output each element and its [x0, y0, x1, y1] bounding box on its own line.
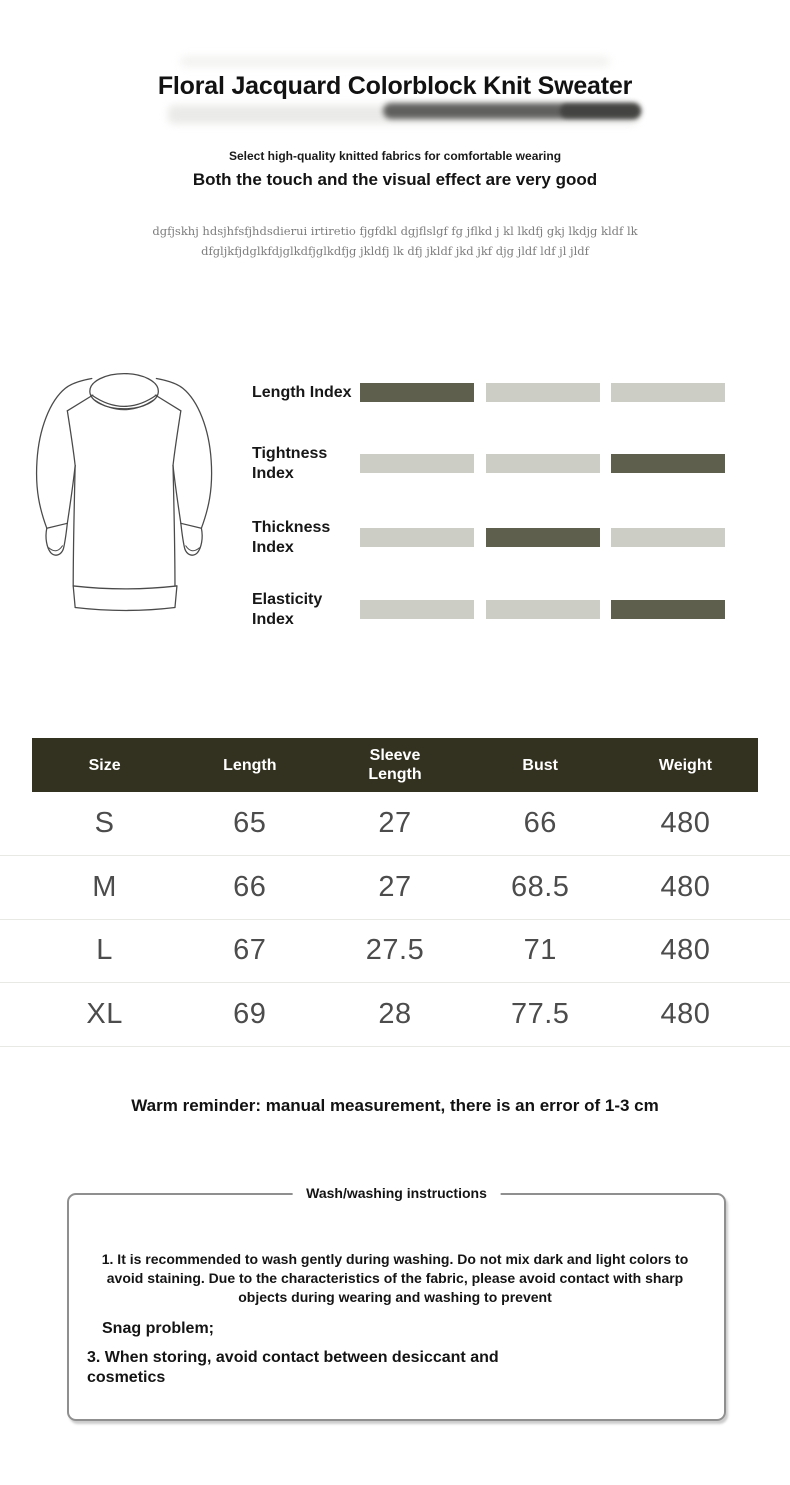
index-row-tightness [252, 444, 726, 482]
table-row [32, 919, 758, 983]
table-row [32, 792, 758, 856]
column-header-weight: Weight [658, 756, 712, 774]
index-bar [611, 528, 725, 547]
ghost-artifact [560, 104, 640, 118]
table-cell: 480 [660, 807, 711, 840]
table-cell: 27 [378, 807, 412, 840]
row-divider [0, 855, 790, 856]
table-cell: 66 [523, 807, 557, 840]
sweater-illustration [30, 355, 226, 629]
index-bar [486, 600, 600, 619]
row-divider [0, 982, 790, 983]
table-cell: 67 [233, 934, 267, 967]
table-cell: 68.5 [510, 870, 570, 903]
table-cell: 480 [660, 934, 711, 967]
index-label: Thickness Index [252, 518, 331, 556]
table-cell: 480 [660, 997, 711, 1030]
table-cell: 65 [233, 807, 267, 840]
table-cell: 69 [233, 997, 267, 1030]
index-bar [486, 528, 600, 547]
placeholder-line: dfgljkfjdglkfdjglkdfjglkdfjg jkldfj lk dfj jkldf jkd jkf djg jldf ldf jl jldf [201, 244, 589, 258]
index-row-thickness [252, 518, 726, 556]
index-bar [360, 528, 474, 547]
subtitle-small: Select high-quality knitted fabrics for comfortable wearing [228, 149, 562, 163]
table-cell: 77.5 [510, 997, 570, 1030]
page-title: Floral Jacquard Colorblock Knit Sweater [157, 72, 633, 100]
column-header-length: Length [223, 756, 277, 774]
index-row-length [252, 383, 726, 402]
size-table-header [32, 738, 758, 792]
wash-instructions-title: Wash/washing instructions [292, 1185, 501, 1201]
table-cell: S [94, 807, 115, 840]
table-row [32, 856, 758, 920]
index-bar [360, 454, 474, 473]
ghost-artifact [180, 56, 610, 67]
subtitle-large: Both the touch and the visual effect are very good [192, 170, 598, 189]
wash-instruction-item: 3. When storing, avoid contact between desiccant and cosmetics [87, 1349, 499, 1386]
measurement-reminder: Warm reminder: manual measurement, there is an error of 1-3 cm [131, 1096, 659, 1115]
column-header-size: Size [88, 756, 121, 774]
wash-instruction-item: 1. It is recommended to wash gently during washing. Do not mix dark and light colors to avoid staining. Due to the characteristics of the fabric, please avoid contact with sharp objects during wearing and washing to prevent [101, 1251, 689, 1305]
index-bar [360, 383, 474, 402]
row-divider [0, 919, 790, 920]
wash-instruction-item: Snag problem; [102, 1320, 215, 1337]
table-cell: 28 [378, 997, 412, 1030]
index-bar [611, 383, 725, 402]
row-divider [0, 1046, 790, 1047]
column-header-bust: Bust [522, 756, 558, 774]
index-bar [611, 600, 725, 619]
table-cell: 71 [523, 934, 557, 967]
index-row-elasticity [252, 590, 726, 628]
table-cell: L [96, 934, 113, 967]
index-bar [486, 383, 600, 402]
placeholder-text [0, 221, 790, 261]
index-label: Tightness Index [252, 444, 328, 482]
wash-instructions-box [67, 1185, 726, 1421]
placeholder-line: dgfjskhj hdsjhfsfjhdsdierui irtiretio fjgfdkl dgjflslgf fg jflkd j kl lkdfj gkj lkdjg kldf lk [152, 224, 638, 238]
table-cell: 66 [233, 870, 267, 903]
index-label: Length Index [252, 383, 352, 401]
index-bar [611, 454, 725, 473]
column-header-sleeve-length: Sleeve Length [368, 747, 422, 783]
index-label: Elasticity Index [252, 590, 323, 628]
table-cell: 480 [660, 870, 711, 903]
index-bar [486, 454, 600, 473]
table-row [32, 983, 758, 1047]
table-cell: XL [86, 997, 123, 1030]
table-cell: M [92, 870, 117, 903]
index-bar [360, 600, 474, 619]
table-cell: 27.5 [365, 934, 425, 967]
table-cell: 27 [378, 870, 412, 903]
